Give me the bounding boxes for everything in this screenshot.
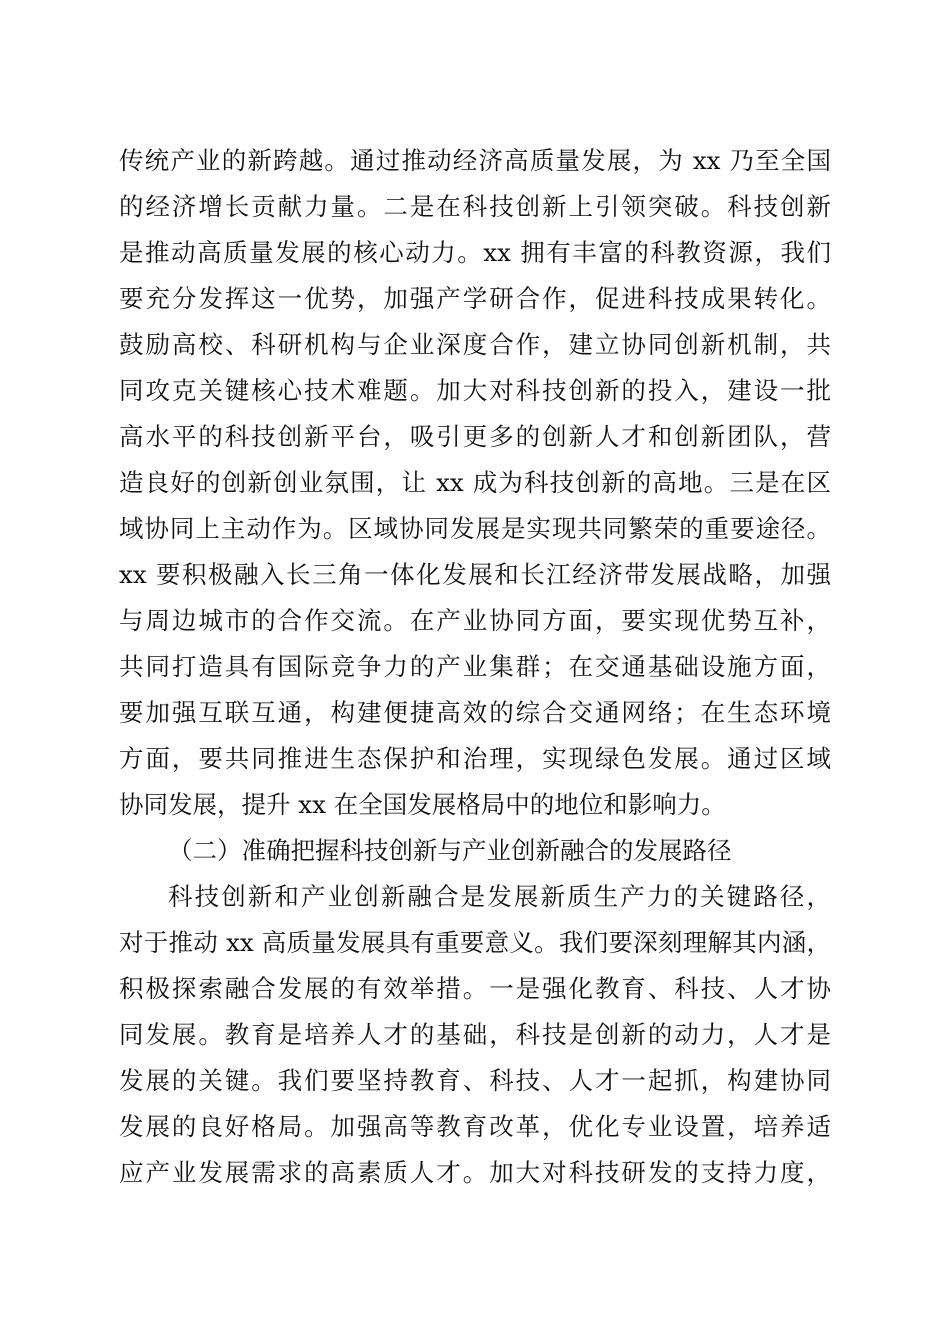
body-text-line: 与周边城市的合作交流。在产业协同方面，要实现优势互补， (119, 606, 831, 635)
body-text-line: 同攻克关键核心技术难题。加大对科技创新的投入，建设一批 (119, 376, 831, 405)
body-text-line: 发展的关键。我们要坚持教育、科技、人才一起抓，构建协同 (119, 1066, 831, 1095)
body-text-line: 造良好的创新创业氛围，让 xx 成为科技创新的高地。三是在区 (119, 468, 831, 497)
body-text-line: 应产业发展需求的高素质人才。加大对科技研发的支持力度， (119, 1158, 831, 1187)
body-text-line: 方面，要共同推进生态保护和治理，实现绿色发展。通过区域 (119, 744, 831, 773)
body-text-line: 发展的良好格局。加强高等教育改革，优化专业设置，培养适 (119, 1112, 831, 1141)
section-heading: （二）准确把握科技创新与产业创新融合的发展路径 (168, 836, 732, 865)
body-text-line: 传统产业的新跨越。通过推动经济高质量发展，为 xx 乃至全国 (119, 146, 831, 175)
body-text-line: 对于推动 xx 高质量发展具有重要意义。我们要深刻理解其内涵， (119, 928, 831, 957)
body-text-line: 的经济增长贡献力量。二是在科技创新上引领突破。科技创新 (119, 192, 831, 221)
body-text-line: 同发展。教育是培养人才的基础，科技是创新的动力，人才是 (119, 1020, 831, 1049)
body-text-line: 积极探索融合发展的有效举措。一是强化教育、科技、人才协 (119, 974, 831, 1003)
body-text-line: 域协同上主动作为。区域协同发展是实现共同繁荣的重要途径。 (119, 514, 831, 543)
body-text-line: 协同发展，提升 xx 在全国发展格局中的地位和影响力。 (119, 790, 726, 819)
body-text-line: 要充分发挥这一优势，加强产学研合作，促进科技成果转化。 (119, 284, 831, 313)
body-text-line: 共同打造具有国际竞争力的产业集群；在交通基础设施方面， (119, 652, 831, 681)
body-text-line: xx 要积极融入长三角一体化发展和长江经济带发展战略，加强 (119, 560, 831, 589)
body-text-line: 是推动高质量发展的核心动力。xx 拥有丰富的科教资源，我们 (119, 238, 831, 267)
body-text-line: 要加强互联互通，构建便捷高效的综合交通网络；在生态环境 (119, 698, 831, 727)
body-text-line: 高水平的科技创新平台，吸引更多的创新人才和创新团队，营 (119, 422, 831, 451)
body-text-line: 鼓励高校、科研机构与企业深度合作，建立协同创新机制，共 (119, 330, 831, 359)
body-text-line: 科技创新和产业创新融合是发展新质生产力的关键路径， (168, 882, 831, 911)
